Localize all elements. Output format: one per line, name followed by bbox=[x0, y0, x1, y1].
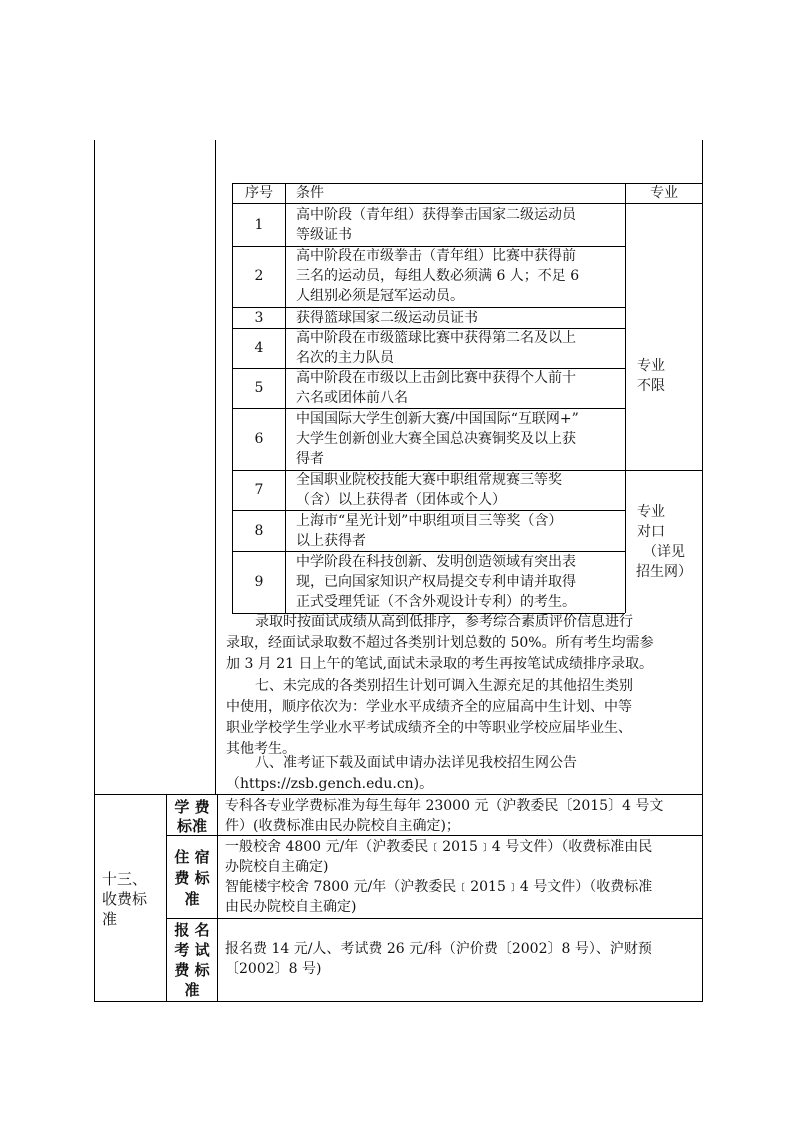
dorm-text-line-4: 由民办院校自主确定) bbox=[225, 899, 357, 915]
exam-label-line-4: 准 bbox=[184, 981, 200, 999]
row-2-num: 2 bbox=[254, 268, 264, 284]
inner-table-left bbox=[232, 183, 233, 613]
row-8-line-2: 以上获得者 bbox=[296, 533, 366, 549]
exam-label-line-1: 报 名 bbox=[174, 921, 210, 939]
row-4-num: 4 bbox=[254, 340, 264, 356]
paragraph-admission-line-2: 录取，经面试录取数不超过各类别计划总数的 50%。所有考生均需参 bbox=[226, 635, 654, 651]
dorm-text-line-2: 办院校自主确定) bbox=[225, 859, 329, 875]
row-4-line-1: 高中阶段在市级篮球比赛中获得第二名及以上 bbox=[296, 330, 576, 346]
paragraph-seven-line-4: 其他考生。 bbox=[226, 741, 296, 757]
row-5-line-2: 六名或团体前八名 bbox=[296, 390, 408, 406]
inner-table-col1 bbox=[285, 183, 286, 613]
fee-section-label-line-3: 准 bbox=[102, 910, 118, 928]
row-7-line-2: （含）以上获得者（团体或个人） bbox=[296, 492, 506, 508]
row-6-line-3: 得者 bbox=[296, 451, 324, 467]
paragraph-seven-line-1: 七、未完成的各类别招生计划可调入生源充足的其他招生类别 bbox=[255, 678, 633, 694]
tuition-text-line-2: 件）(收费标准由民办院校自主确定)； bbox=[225, 818, 460, 834]
dorm-label-line-1: 住 宿 bbox=[174, 848, 210, 866]
row-1-line-1: 高中阶段（青年组）获得拳击国家二级运动员 bbox=[296, 207, 576, 223]
tuition-text-line-1: 专科各专业学费标准为每生每年 23000 元（沪教委民〔2015〕4 号文 bbox=[225, 798, 664, 814]
row-6-line-1: 中国国际大学生创新大赛/中国国际“互联网+” bbox=[296, 411, 579, 427]
row-3-line-1: 获得篮球国家二级运动员证书 bbox=[296, 310, 478, 326]
dorm-label-line-3: 准 bbox=[184, 890, 200, 908]
row-1-num: 1 bbox=[254, 217, 264, 233]
paragraph-eight-line-2: （https://zsb.gench.edu.cn)。 bbox=[226, 776, 434, 792]
row-9-line-2: 现，已向国家知识产权局提交专利申请并取得 bbox=[296, 574, 576, 590]
paragraph-eight-line-1: 八、准考证下载及面试申请办法详见我校招生网公告 bbox=[255, 755, 577, 771]
paragraph-seven-line-2: 中使用，顺序依次为：学业水平成绩齐全的应届高中生计划、中等 bbox=[226, 699, 632, 715]
row-5-line-1: 高中阶段在市级以上击剑比赛中获得个人前十 bbox=[296, 370, 576, 386]
inner-content-left-border bbox=[215, 140, 216, 794]
row-7-num: 7 bbox=[254, 482, 264, 498]
fee-section-bottom bbox=[94, 1001, 702, 1002]
row-1-line-2: 等级证书 bbox=[296, 227, 352, 243]
tuition-label-line-2: 标准 bbox=[176, 817, 207, 835]
major-group-2-line-2: 对口 bbox=[637, 524, 665, 540]
exam-label-line-3: 费 标 bbox=[174, 961, 210, 979]
row-3-num: 3 bbox=[254, 310, 264, 326]
tuition-label-line-1: 学 费 bbox=[174, 798, 210, 816]
fee-row-line-2 bbox=[166, 918, 702, 919]
major-group-2-line-1: 专业 bbox=[637, 504, 665, 520]
outer-right-border bbox=[702, 140, 703, 1002]
row-4-line-2: 名次的主力队员 bbox=[296, 350, 394, 366]
row-7-line-1: 全国职业院校技能大赛中职组常规赛三等奖 bbox=[296, 472, 562, 488]
major-group-1-line-1: 专业 bbox=[637, 358, 665, 374]
dorm-label-line-2: 费 标 bbox=[174, 869, 210, 887]
row-2-line-1: 高中阶段在市级拳击（青年组）比赛中获得前 bbox=[296, 248, 576, 264]
row-9-line-3: 正式受理凭证（不含外观设计专利）的考生。 bbox=[296, 594, 576, 610]
dorm-text-line-3: 智能楼宇校舍 7800 元/年（沪教委民﹝2015﹞4 号文件）（收费标准 bbox=[225, 879, 653, 895]
fee-section-label-line-2: 收费标 bbox=[102, 890, 148, 908]
header-seq: 序号 bbox=[245, 185, 273, 201]
row-6-num: 6 bbox=[254, 431, 264, 447]
major-group-2-line-4: 招生网） bbox=[636, 564, 692, 580]
paragraph-admission-line-3: 加 3 月 21 日上午的笔试,面试未录取的考生再按笔试成绩排序录取。 bbox=[226, 656, 653, 672]
row-2-line-2: 三名的运动员，每组人数必须满 6 人；不足 6 bbox=[296, 268, 580, 284]
major-group-2-line-3: （详见 bbox=[643, 544, 685, 560]
row-8-num: 8 bbox=[254, 523, 264, 539]
exam-text-line-1: 报名费 14 元/人、考试费 26 元/科（沪价费〔2002〕8 号）、沪财预 bbox=[225, 941, 652, 957]
row-2-line-3: 人组别必须是冠军运动员。 bbox=[296, 288, 464, 304]
row-5-num: 5 bbox=[254, 380, 264, 396]
inner-table-header-bottom bbox=[232, 203, 702, 204]
fee-section-label-line-1: 十三、 bbox=[102, 870, 148, 888]
exam-text-line-2: 〔2002〕8 号) bbox=[225, 961, 322, 977]
exam-label-line-2: 考 试 bbox=[174, 941, 210, 959]
outer-left-border bbox=[94, 140, 95, 1002]
paragraph-seven-line-3: 职业学校学生学业水平考试成绩齐全的中等职业学校应届毕业生、 bbox=[226, 720, 632, 736]
row-9-num: 9 bbox=[254, 574, 264, 590]
dorm-text-line-1: 一般校舍 4800 元/年（沪教委民﹝2015﹞4 号文件）（收费标准由民 bbox=[225, 839, 653, 855]
fee-col-line-2 bbox=[217, 794, 218, 1002]
major-group-1-line-2: 不限 bbox=[637, 378, 665, 394]
header-major: 专业 bbox=[650, 185, 678, 201]
row-6-line-2: 大学生创新创业大赛全国总决赛铜奖及以上获 bbox=[296, 431, 576, 447]
row-8-line-1: 上海市“星光计划”中职组项目三等奖（含） bbox=[296, 513, 563, 529]
row-9-line-1: 中学阶段在科技创新、发明创造领域有突出表 bbox=[296, 554, 576, 570]
header-condition: 条件 bbox=[296, 185, 324, 201]
paragraph-admission-line-1: 录取时按面试成绩从高到低排序，参考综合素质评价信息进行 bbox=[255, 614, 633, 630]
